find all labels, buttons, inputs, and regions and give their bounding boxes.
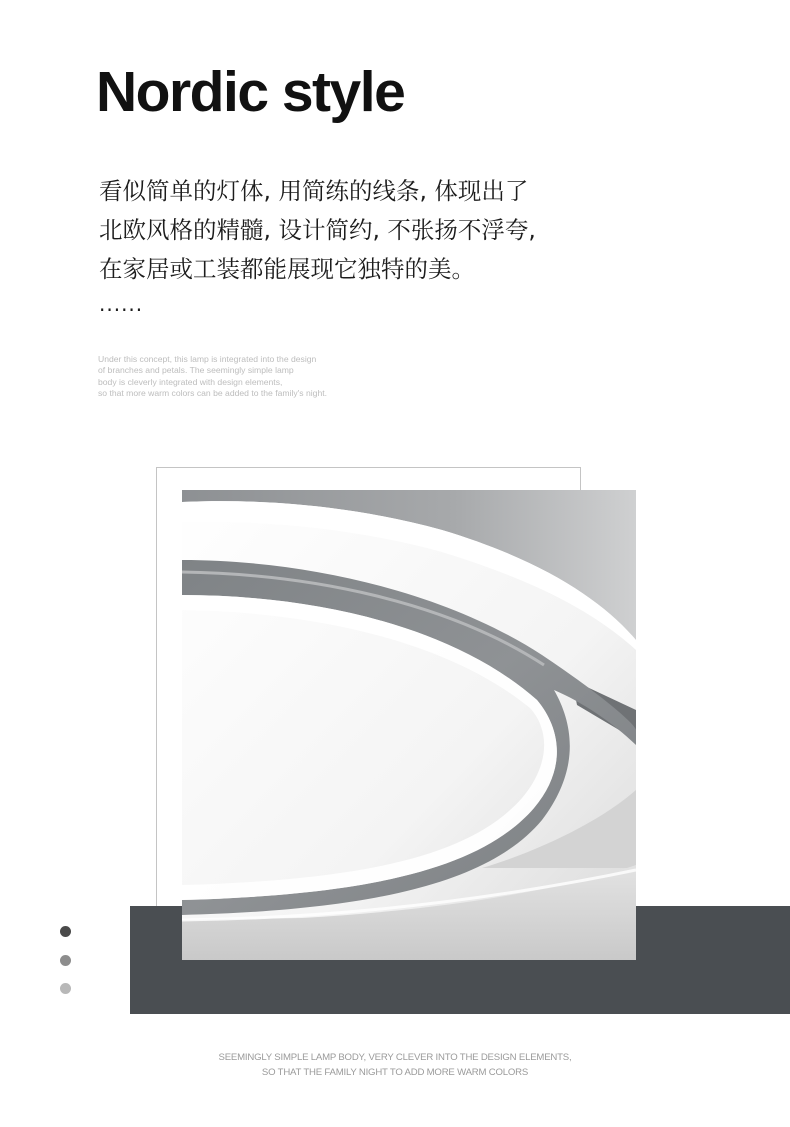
intro-line: 看似简单的灯体, 用简练的线条, 体现出了 bbox=[99, 177, 529, 205]
intro-ellipsis: ...... bbox=[99, 292, 144, 316]
lamp-photo bbox=[182, 490, 636, 960]
intro-line: 在家居或工装都能展现它独特的美。 bbox=[99, 255, 475, 283]
pagination-dot[interactable] bbox=[60, 955, 71, 966]
english-description bbox=[98, 354, 327, 400]
intro-text bbox=[99, 172, 536, 289]
caption-line: SEEMINGLY SIMPLE LAMP BODY, VERY CLEVER INTO THE DESIGN ELEMENTS, bbox=[218, 1052, 572, 1063]
pagination-dot-active[interactable] bbox=[60, 926, 71, 937]
pagination-dot[interactable] bbox=[60, 983, 71, 994]
english-line: Under this concept, this lamp is integrated into the design bbox=[98, 354, 317, 364]
english-line: so that more warm colors can be added to the family's night. bbox=[98, 388, 328, 399]
english-line: of branches and petals. The seemingly simple lamp bbox=[98, 365, 294, 376]
caption-line: SO THAT THE FAMILY NIGHT TO ADD MORE WARM COLORS bbox=[261, 1067, 529, 1078]
page-title: Nordic style bbox=[96, 60, 405, 124]
footer-caption bbox=[0, 1050, 790, 1080]
lamp-image bbox=[182, 490, 636, 960]
pagination-dots bbox=[60, 926, 71, 1012]
english-line: body is cleverly integrated with design elements, bbox=[98, 376, 283, 387]
intro-line: 北欧风格的精髓, 设计简约, 不张扬不浮夸, bbox=[99, 216, 536, 244]
